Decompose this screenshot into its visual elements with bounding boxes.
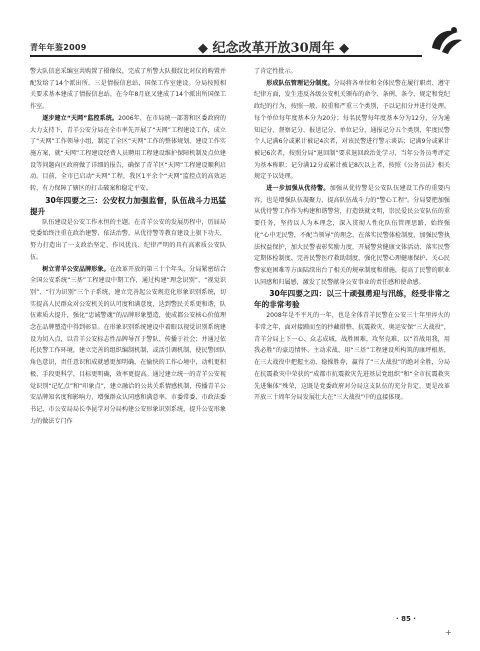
paragraph-body: 分局将各单位和全体民警在履行职责、遵守纪律方面，发生违反各级公安机关颁布的命令、条例、条令、规定和党纪政纪的行为，按照一般、较重和严重三个类别，予以记扣分并进行处理。每个单位每年度基本分为20分；每名民警每年度基本分为12分，分为通知记分、督察记分、报送记分、单位记分、通报记分五个类别，年度民警个人记满6分或累计被记4次者，对该民警进行警示谈话；记满9分或累计被记6次者，按照分局“退回制”要求退回政治处学习，当年公务员考评定为基本称职；记分满12分或累计被记8次以上者，按照《公务员法》相关规定予以处理。 [254, 79, 451, 181]
paragraph-body: 加强从优待警是公安队伍建设工作的重要内容，也是增强队伍凝聚力、提高队伍战斗力的“警心工程”。分局要把加强从优待警工作作为构建和谐警营，打造铁就文明，崇民爱民公安队伍的重要任务，坚持以人为本理念，深入贯彻人性化队伍管理思路，始终强化“心中无民警，不配当领导”的理念，在落实民警体检制度，加强民警执法权益保护，加大民警表彰奖励力度，开展警营健康文体活动、落实民警定期体检制度、完善民警医疗救助制度、强化民警心理健康保护、关心民警家庭困难等方面陆续出台了相关的规章制度和措施，提高了民警的职业认同感和归属感，激发了民警献身公安事业的责任感和使命感。 [254, 185, 451, 286]
paragraph [254, 183, 450, 288]
corner-mark: + [445, 628, 452, 637]
paragraph: 2008年是不平凡的一年，也是全体青羊民警在公安三十年里淬火的非常之年，面对接踵而至的抄藏措整、抗震救灾、奥运安保“三大战役”，青羊分局上下一心、众志成城，战胜困难，攻坚克难，以“首战用我，用我必胜”的豪迈情怀、主动求战、用“三基”工程建设所构筑的康坪根基，在三大战役中把握主动、稳操胜券，赢得了“三大战役”的绝对全胜，分局在抗震救灾中荣获的“成都市抗震救灾先进基层党组织”和“全市抗震救灾先进集体”殊荣，这既是党委政府对分局这支队伍的充分肯定，更是改革开放三十周年分局发展壮大在“三大战役”中的直接体现。 [254, 312, 450, 402]
left-column [30, 66, 226, 427]
anniversary-logo-icon [428, 22, 464, 58]
paragraph-lead: 形成队伍管理记分制度。 [266, 79, 334, 87]
paragraph-lead: 进一步加强从优待警。 [266, 185, 330, 193]
header-rule [30, 55, 422, 57]
right-column [254, 66, 450, 404]
paragraph [30, 264, 226, 428]
paragraph-lead: 逐步建立“天网”监控系统。 [42, 114, 119, 122]
paragraph [30, 113, 226, 195]
page-number: · 85 · [396, 615, 416, 623]
paragraph-lead: 树立青羊公安品牌形象。 [42, 265, 110, 273]
running-title: ◆ 纪念改革开放30周年 ◆ [198, 41, 350, 56]
yearbook-name: 青年年鉴2009 [30, 43, 87, 52]
paragraph [254, 78, 450, 183]
paragraph: 队伍建设是公安工作永恒的主题。在青羊公安的发展历程中，历届局党委始终注重在政治建警、依法治警，从优待警等教育建设上狠下功夫，努力打造出了一支政治坚定、作风优良、纪律严明的具有高素质公安队伍。 [30, 218, 226, 261]
paragraph: 了肯定性批示。 [254, 68, 297, 75]
section-heading: 30年四要之三：公安权力加强监督，队伍战斗力迅猛提升 [30, 195, 226, 216]
paragraph-body: 在改革开放的第三十个年头，分局紧密结合全国公安系统“三基”工程建设中期工作，通过构建“理念识别”、“视觉识别”、“行为识别”三个子系统，建立完善起公安规范化形象识别系统，切实提高人民群众对公安机关的认可度和满意度，达到警民关系更和谐，队伍素质大提升，强化“忠诚警魂”的品牌形象塑造，使成都公安核心价值理念在品牌塑造中得到彰显。在形象识别系统建设中着眼以视觉识别系统建设为切入点，以青羊公安标志性品牌导召于警队、传播于社会；并通过依托民警工作环境，建立完善的组织编制机制，或活引调机制，使民警团队角色意识，责任意识和成就感更加明确，在愉快的工作心境中，动机更积极、手段更科学，目标更明确，效率更提高。通过建立统一的青羊公安视觉识别“记忆点”和“印象点”，建立融洽的公共关系情感机制，传播青羊公安品牌知名度和影响力，增强群众认同感和满意率。市委常委、市政法委书记、市公安局局长李昆学对分局构建公安形象识别系统，提升公安形象力的做法专门作 [30, 265, 227, 425]
paragraph: 警大队信息采编室共购置了摄像仪，完成了所警大队摄纹比对仪的购置并配发给了14个派出所。三是情报信息站、国保工作室建设。分局按照相关要求基本建成了情报信息站，在今年8月底又建成了14个派出所国保工作室。 [30, 68, 226, 111]
page-header [30, 0, 455, 58]
paragraph-body: 2006年，在市局统一部署和区委政府的大力支持下，青羊公安分局在全市率先开展了“天网”工程建设工作，成立了“天网”工作领导小组，制定了全区“天网”工作的整体规划、建设工作实施方案，就“天网”工程建设经费人员聘用工程建设维护保障机制及点位建设等问题向区政府做了详细的报告，确保了青羊区“天网”工程建设顺利启动。目前，全市已启动“天网”工程，我区1平余个“天网”监控点的高效运转，有力保障了辖区的打击破案和稳定平安。 [30, 114, 226, 193]
section-heading: 30年四要之四：以三十顽强勇迎与汛练，经受非常之年的非常考验 [254, 289, 450, 310]
